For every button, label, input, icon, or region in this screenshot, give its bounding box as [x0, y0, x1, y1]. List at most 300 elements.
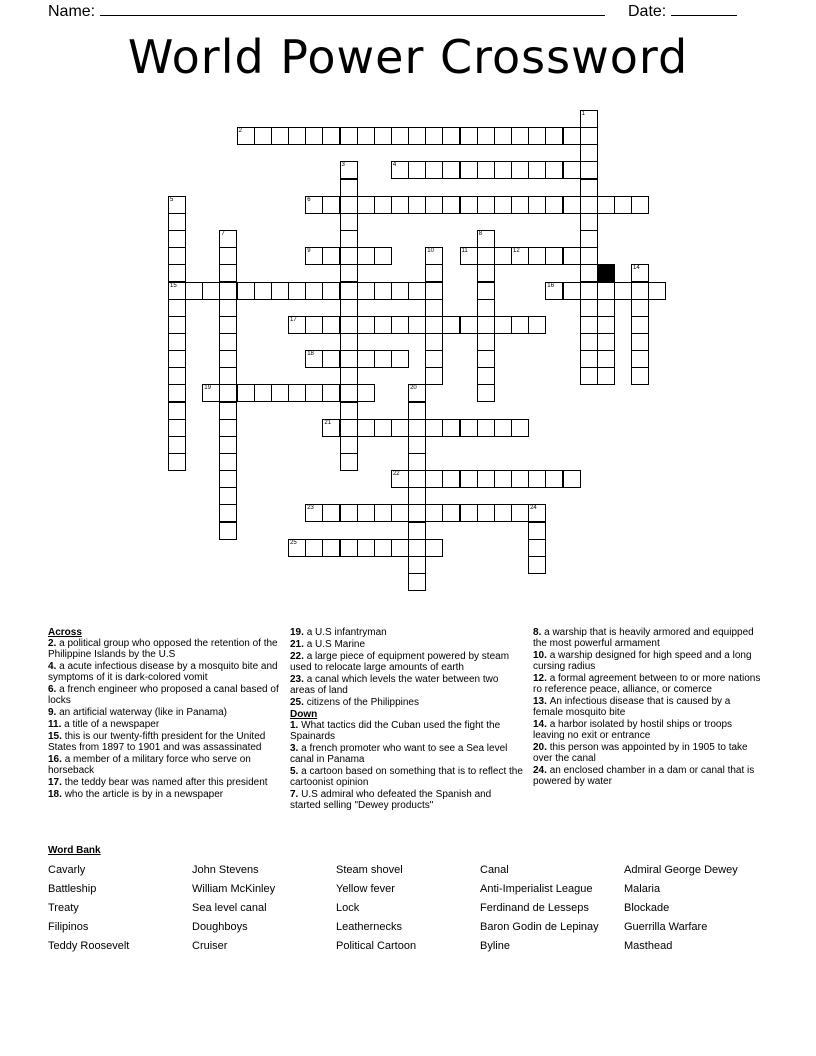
crossword-cell[interactable] [357, 419, 375, 437]
crossword-cell[interactable] [408, 161, 426, 179]
clue-text: the teddy bear was named after this president [64, 777, 268, 788]
crossword-cell[interactable] [322, 196, 340, 214]
crossword-cell[interactable] [442, 470, 460, 488]
crossword-cell[interactable] [357, 539, 375, 557]
crossword-cell[interactable] [528, 161, 546, 179]
crossword-cell[interactable] [168, 453, 186, 471]
crossword-cell[interactable] [425, 264, 443, 282]
crossword-cell[interactable] [425, 470, 443, 488]
clue-number-label: 19. [290, 627, 307, 638]
crossword-cell[interactable] [219, 402, 237, 420]
crossword-cell[interactable] [391, 419, 409, 437]
clue-text: citizens of the Philippines [306, 697, 419, 708]
crossword-cell[interactable] [391, 316, 409, 334]
crossword-cell[interactable] [168, 384, 186, 402]
crossword-cell[interactable] [168, 419, 186, 437]
crossword-cell[interactable] [374, 127, 392, 145]
crossword-cell[interactable] [408, 522, 426, 540]
crossword-cell[interactable] [477, 504, 495, 522]
crossword-cell[interactable] [597, 333, 615, 351]
crossword-cell[interactable] [391, 282, 409, 300]
crossword-cell[interactable] [494, 196, 512, 214]
crossword-cell[interactable] [631, 196, 649, 214]
clue-text: a warship that is heavily armored and equipped the most powerful armament [533, 627, 754, 649]
crossword-cell[interactable] [460, 161, 478, 179]
crossword-cell[interactable] [322, 384, 340, 402]
crossword-cell[interactable] [580, 110, 598, 128]
crossword-cell[interactable] [477, 161, 495, 179]
crossword-cell[interactable] [374, 247, 392, 265]
crossword-cell[interactable] [614, 196, 632, 214]
crossword-cell[interactable] [597, 196, 615, 214]
crossword-cell[interactable] [460, 316, 478, 334]
clue-number: 22 [392, 471, 400, 478]
crossword-cell[interactable] [219, 247, 237, 265]
crossword-cell[interactable] [340, 350, 358, 368]
crossword-cell[interactable] [305, 316, 323, 334]
crossword-cell[interactable] [494, 161, 512, 179]
crossword-cell[interactable] [442, 419, 460, 437]
crossword-cell[interactable] [477, 470, 495, 488]
crossword-cell[interactable] [202, 282, 220, 300]
crossword-cell[interactable] [322, 504, 340, 522]
crossword-cell[interactable] [219, 264, 237, 282]
clue-text: a U.S infantryman [306, 627, 387, 638]
crossword-cell[interactable] [580, 299, 598, 317]
crossword-cell[interactable] [168, 333, 186, 351]
crossword-cell[interactable] [494, 247, 512, 265]
crossword-cell[interactable] [322, 282, 340, 300]
crossword-cell[interactable] [305, 539, 323, 557]
crossword-cell[interactable] [357, 247, 375, 265]
crossword-cell[interactable] [563, 161, 581, 179]
crossword-cell[interactable] [425, 316, 443, 334]
word-bank-item: Byline [480, 940, 510, 952]
clue-number: 20 [410, 385, 417, 392]
crossword-cell[interactable] [254, 384, 272, 402]
crossword-cell[interactable] [340, 453, 358, 471]
crossword-cell[interactable] [305, 350, 323, 368]
crossword-cell[interactable] [563, 196, 581, 214]
crossword-cell[interactable] [580, 333, 598, 351]
crossword-cell[interactable] [545, 196, 563, 214]
crossword-cell[interactable] [374, 504, 392, 522]
crossword-cell[interactable] [494, 127, 512, 145]
crossword-cell[interactable] [631, 264, 649, 282]
crossword-cell[interactable] [322, 247, 340, 265]
word-bank-item: Battleship [48, 883, 97, 895]
down-clue [533, 650, 761, 672]
crossword-cell[interactable] [580, 247, 598, 265]
crossword-cell[interactable] [528, 470, 546, 488]
crossword-cell[interactable] [374, 539, 392, 557]
clue-text: a harbor isolated by hostil ships or troops leaving no exit or entrance [533, 719, 733, 741]
down-clue [290, 766, 524, 788]
clue-number: 15 [170, 282, 177, 289]
crossword-cell[interactable] [271, 127, 289, 145]
crossword-cell[interactable] [357, 316, 375, 334]
crossword-cell[interactable] [237, 282, 255, 300]
crossword-cell[interactable] [477, 350, 495, 368]
crossword-cell[interactable] [477, 264, 495, 282]
crossword-cell[interactable] [648, 282, 666, 300]
crossword-cell[interactable] [288, 127, 306, 145]
crossword-cell[interactable] [357, 127, 375, 145]
crossword-cell[interactable] [580, 144, 598, 162]
crossword-cell[interactable] [545, 282, 563, 300]
crossword-cell[interactable] [494, 504, 512, 522]
crossword-cell[interactable] [408, 453, 426, 471]
crossword-cell[interactable] [460, 419, 478, 437]
crossword-cell[interactable] [340, 213, 358, 231]
crossword-cell[interactable] [563, 470, 581, 488]
crossword-cell[interactable] [511, 161, 529, 179]
crossword-cell[interactable] [511, 504, 529, 522]
clue-number: 19 [204, 385, 211, 392]
clue-number: 14 [633, 265, 640, 272]
crossword-cell[interactable] [374, 419, 392, 437]
crossword-cell[interactable] [340, 179, 358, 197]
crossword-cell[interactable] [374, 316, 392, 334]
crossword-cell[interactable] [357, 350, 375, 368]
crossword-cell[interactable] [271, 282, 289, 300]
crossword-cell[interactable] [408, 419, 426, 437]
crossword-cell[interactable] [340, 196, 358, 214]
crossword-cell[interactable] [528, 247, 546, 265]
crossword-cell[interactable] [168, 436, 186, 454]
crossword-cell[interactable] [614, 282, 632, 300]
word-bank [48, 862, 788, 954]
crossword-cell[interactable] [237, 384, 255, 402]
crossword-cell[interactable] [340, 419, 358, 437]
clue-number: 21 [324, 419, 332, 426]
crossword-cell[interactable] [305, 127, 323, 145]
crossword-cell[interactable] [340, 264, 358, 282]
crossword-cell[interactable] [168, 402, 186, 420]
crossword-cell[interactable] [477, 196, 495, 214]
crossword-cell[interactable] [425, 247, 443, 265]
crossword-cell[interactable] [340, 161, 358, 179]
crossword-cell[interactable] [563, 127, 581, 145]
crossword-cell[interactable] [340, 299, 358, 317]
crossword-cell[interactable] [631, 299, 649, 317]
crossword-cell[interactable] [408, 573, 426, 591]
clue-number-label: 5. [290, 766, 302, 777]
crossword-cell[interactable] [391, 350, 409, 368]
crossword-cell[interactable] [305, 247, 323, 265]
crossword-cell[interactable] [408, 316, 426, 334]
clue-number-label: 9. [48, 707, 60, 718]
crossword-cell[interactable] [597, 316, 615, 334]
crossword-cell[interactable] [580, 127, 598, 145]
crossword-cell[interactable] [597, 350, 615, 368]
clue-number-label: 25. [290, 697, 307, 708]
crossword-cell[interactable] [408, 127, 426, 145]
crossword-cell[interactable] [631, 333, 649, 351]
crossword-cell[interactable] [477, 299, 495, 317]
crossword-cell[interactable] [408, 470, 426, 488]
crossword-cell[interactable] [340, 230, 358, 248]
crossword-cell[interactable] [631, 282, 649, 300]
crossword-cell[interactable] [528, 522, 546, 540]
crossword-cell[interactable] [425, 196, 443, 214]
crossword-cell[interactable] [477, 367, 495, 385]
crossword-cell[interactable] [219, 487, 237, 505]
crossword-cell[interactable] [408, 402, 426, 420]
crossword-cell[interactable] [219, 282, 237, 300]
crossword-cell[interactable] [340, 504, 358, 522]
crossword-cell[interactable] [408, 539, 426, 557]
crossword-cell[interactable] [460, 196, 478, 214]
crossword-cell[interactable] [340, 384, 358, 402]
crossword-cell[interactable] [460, 470, 478, 488]
crossword-cell[interactable] [580, 282, 598, 300]
crossword-cell[interactable] [219, 522, 237, 540]
crossword-cell[interactable] [357, 384, 375, 402]
crossword-cell[interactable] [545, 470, 563, 488]
crossword-cell[interactable] [425, 504, 443, 522]
crossword-cell[interactable] [254, 127, 272, 145]
crossword-cell[interactable] [219, 316, 237, 334]
crossword-cell[interactable] [425, 161, 443, 179]
crossword-cell[interactable] [374, 196, 392, 214]
crossword-cell[interactable] [340, 282, 358, 300]
crossword-cell[interactable] [288, 384, 306, 402]
across-clue [48, 754, 280, 776]
crossword-cell[interactable] [305, 196, 323, 214]
clue-number: 17 [290, 316, 297, 323]
crossword-cell[interactable] [391, 504, 409, 522]
crossword-cell[interactable] [254, 282, 272, 300]
crossword-cell[interactable] [168, 282, 186, 300]
crossword-cell[interactable] [425, 299, 443, 317]
clue-number-label: 7. [290, 789, 302, 800]
page-title: World Power Crossword [127, 30, 689, 84]
crossword-cell[interactable] [425, 367, 443, 385]
crossword-cell[interactable] [597, 299, 615, 317]
crossword-cell[interactable] [340, 539, 358, 557]
crossword-cell[interactable] [288, 316, 306, 334]
crossword-cell[interactable] [168, 316, 186, 334]
crossword-cell[interactable] [168, 213, 186, 231]
crossword-cell[interactable] [580, 350, 598, 368]
crossword-cell[interactable] [391, 539, 409, 557]
word-bank-item: Admiral George Dewey [624, 864, 738, 876]
crossword-cell[interactable] [322, 127, 340, 145]
crossword-cell[interactable] [631, 350, 649, 368]
crossword-cell[interactable] [460, 127, 478, 145]
crossword-cell[interactable] [580, 179, 598, 197]
crossword-cell[interactable] [288, 539, 306, 557]
crossword-cell[interactable] [631, 367, 649, 385]
crossword-cell[interactable] [580, 213, 598, 231]
crossword-cell[interactable] [425, 333, 443, 351]
crossword-cell[interactable] [374, 350, 392, 368]
crossword-cell[interactable] [391, 127, 409, 145]
crossword-cell[interactable] [340, 333, 358, 351]
word-bank-item: Masthead [624, 940, 673, 952]
crossword-cell[interactable] [494, 419, 512, 437]
crossword-cell[interactable] [322, 419, 340, 437]
crossword-cell[interactable] [442, 127, 460, 145]
crossword-cell[interactable] [271, 384, 289, 402]
clue-text: this person was appointed by in 1905 to take over the canal [533, 742, 748, 764]
clue-text: a canal which levels the water between two areas of land [290, 674, 499, 696]
crossword-cell[interactable] [374, 282, 392, 300]
crossword-cell[interactable] [391, 470, 409, 488]
crossword-cell[interactable] [219, 299, 237, 317]
crossword-cell[interactable] [460, 504, 478, 522]
clue-number-label: 16. [48, 754, 65, 765]
crossword-cell[interactable] [219, 419, 237, 437]
crossword-cell[interactable] [408, 504, 426, 522]
crossword-cell[interactable] [219, 470, 237, 488]
crossword-cell[interactable] [168, 350, 186, 368]
crossword-cell[interactable] [408, 487, 426, 505]
crossword-cell[interactable] [494, 316, 512, 334]
crossword-cell[interactable] [511, 470, 529, 488]
crossword-cell[interactable] [442, 504, 460, 522]
crossword-cell[interactable] [511, 316, 529, 334]
crossword-cell[interactable] [442, 196, 460, 214]
crossword-cell[interactable] [219, 453, 237, 471]
crossword-cell[interactable] [168, 264, 186, 282]
crossword-cell[interactable] [597, 367, 615, 385]
crossword-cell[interactable] [511, 247, 529, 265]
crossword-cell[interactable] [357, 504, 375, 522]
crossword-cell[interactable] [580, 196, 598, 214]
crossword-cell[interactable] [477, 384, 495, 402]
down-clue [533, 742, 761, 764]
down-heading: Down [290, 709, 318, 720]
crossword-cell[interactable] [305, 504, 323, 522]
crossword-cell[interactable] [477, 247, 495, 265]
crossword-cell[interactable] [322, 539, 340, 557]
crossword-cell[interactable] [442, 316, 460, 334]
crossword-cell[interactable] [477, 127, 495, 145]
crossword-cell[interactable] [528, 196, 546, 214]
crossword-cell[interactable] [425, 419, 443, 437]
crossword-cell[interactable] [528, 539, 546, 557]
crossword-cell[interactable] [442, 161, 460, 179]
clue-number-label: 20. [533, 742, 550, 753]
crossword-cell[interactable] [391, 196, 409, 214]
crossword-cell[interactable] [340, 436, 358, 454]
crossword-cell[interactable] [563, 282, 581, 300]
word-bank-item: Treaty [48, 902, 79, 914]
crossword-cell[interactable] [511, 196, 529, 214]
crossword-cell[interactable] [477, 333, 495, 351]
crossword-cell[interactable] [305, 384, 323, 402]
crossword-cell[interactable] [477, 419, 495, 437]
crossword-cell[interactable] [425, 350, 443, 368]
crossword-cell[interactable] [185, 282, 203, 300]
crossword-cell[interactable] [340, 402, 358, 420]
clue-number-label: 2. [48, 638, 60, 649]
crossword-cell[interactable] [528, 316, 546, 334]
crossword-cell[interactable] [511, 127, 529, 145]
clue-text: a title of a newspaper [64, 719, 160, 730]
crossword-cell[interactable] [322, 316, 340, 334]
crossword-cell[interactable] [460, 247, 478, 265]
crossword-cell[interactable] [357, 196, 375, 214]
word-bank-item: Lock [336, 902, 360, 914]
crossword-cell[interactable] [168, 230, 186, 248]
crossword-cell[interactable] [219, 384, 237, 402]
crossword-cell[interactable] [580, 367, 598, 385]
crossword-cell[interactable] [563, 247, 581, 265]
word-bank-item: William McKinley [192, 883, 276, 895]
crossword-cell[interactable] [580, 264, 598, 282]
crossword-cell[interactable] [391, 161, 409, 179]
word-bank-item: Anti-Imperialist League [480, 883, 593, 895]
crossword-cell[interactable] [477, 230, 495, 248]
crossword-cell[interactable] [511, 419, 529, 437]
crossword-cell[interactable] [580, 161, 598, 179]
crossword-cell[interactable] [477, 282, 495, 300]
clue-number: 24 [530, 505, 537, 512]
crossword-cell[interactable] [580, 230, 598, 248]
word-bank-item: Sea level canal [192, 902, 267, 914]
crossword-cell[interactable] [219, 367, 237, 385]
crossword-cell[interactable] [168, 367, 186, 385]
crossword-cell[interactable] [545, 161, 563, 179]
crossword-cell[interactable] [408, 436, 426, 454]
crossword-cell[interactable] [340, 367, 358, 385]
crossword-cell[interactable] [545, 247, 563, 265]
down-clue [290, 720, 524, 742]
crossword-cell[interactable] [408, 384, 426, 402]
crossword-cell[interactable] [425, 282, 443, 300]
crossword-cell[interactable] [168, 247, 186, 265]
crossword-cell[interactable] [357, 282, 375, 300]
clue-text: a political group who opposed the retention of the Philippine Islands by the U.S [48, 638, 278, 660]
crossword-cell[interactable] [425, 127, 443, 145]
crossword-cell[interactable] [528, 127, 546, 145]
crossword-cell[interactable] [545, 127, 563, 145]
crossword-cell[interactable] [408, 556, 426, 574]
crossword-cell[interactable] [597, 282, 615, 300]
crossword-cell[interactable] [408, 196, 426, 214]
crossword-cell[interactable] [305, 282, 323, 300]
across-clue [290, 651, 524, 673]
crossword-cell[interactable] [477, 316, 495, 334]
crossword-cell[interactable] [219, 333, 237, 351]
crossword-cell[interactable] [580, 316, 598, 334]
crossword-cell[interactable] [494, 470, 512, 488]
crossword-cell[interactable] [168, 196, 186, 214]
clues-column-3 [533, 627, 761, 788]
crossword-cell[interactable] [425, 539, 443, 557]
crossword-cell[interactable] [219, 230, 237, 248]
crossword-cell[interactable] [340, 247, 358, 265]
crossword-cell[interactable] [340, 127, 358, 145]
clue-number-label: 18. [48, 789, 65, 800]
crossword-cell[interactable] [237, 127, 255, 145]
crossword-cell[interactable] [528, 504, 546, 522]
crossword-cell[interactable] [168, 299, 186, 317]
crossword-cell[interactable] [528, 556, 546, 574]
crossword-cell[interactable] [408, 282, 426, 300]
crossword-cell[interactable] [631, 316, 649, 334]
crossword-cell[interactable] [322, 350, 340, 368]
crossword-cell[interactable] [202, 384, 220, 402]
crossword-cell[interactable] [288, 282, 306, 300]
crossword-cell[interactable] [340, 316, 358, 334]
crossword-cell[interactable] [219, 436, 237, 454]
crossword-cell[interactable] [219, 504, 237, 522]
crossword-cell[interactable] [219, 350, 237, 368]
